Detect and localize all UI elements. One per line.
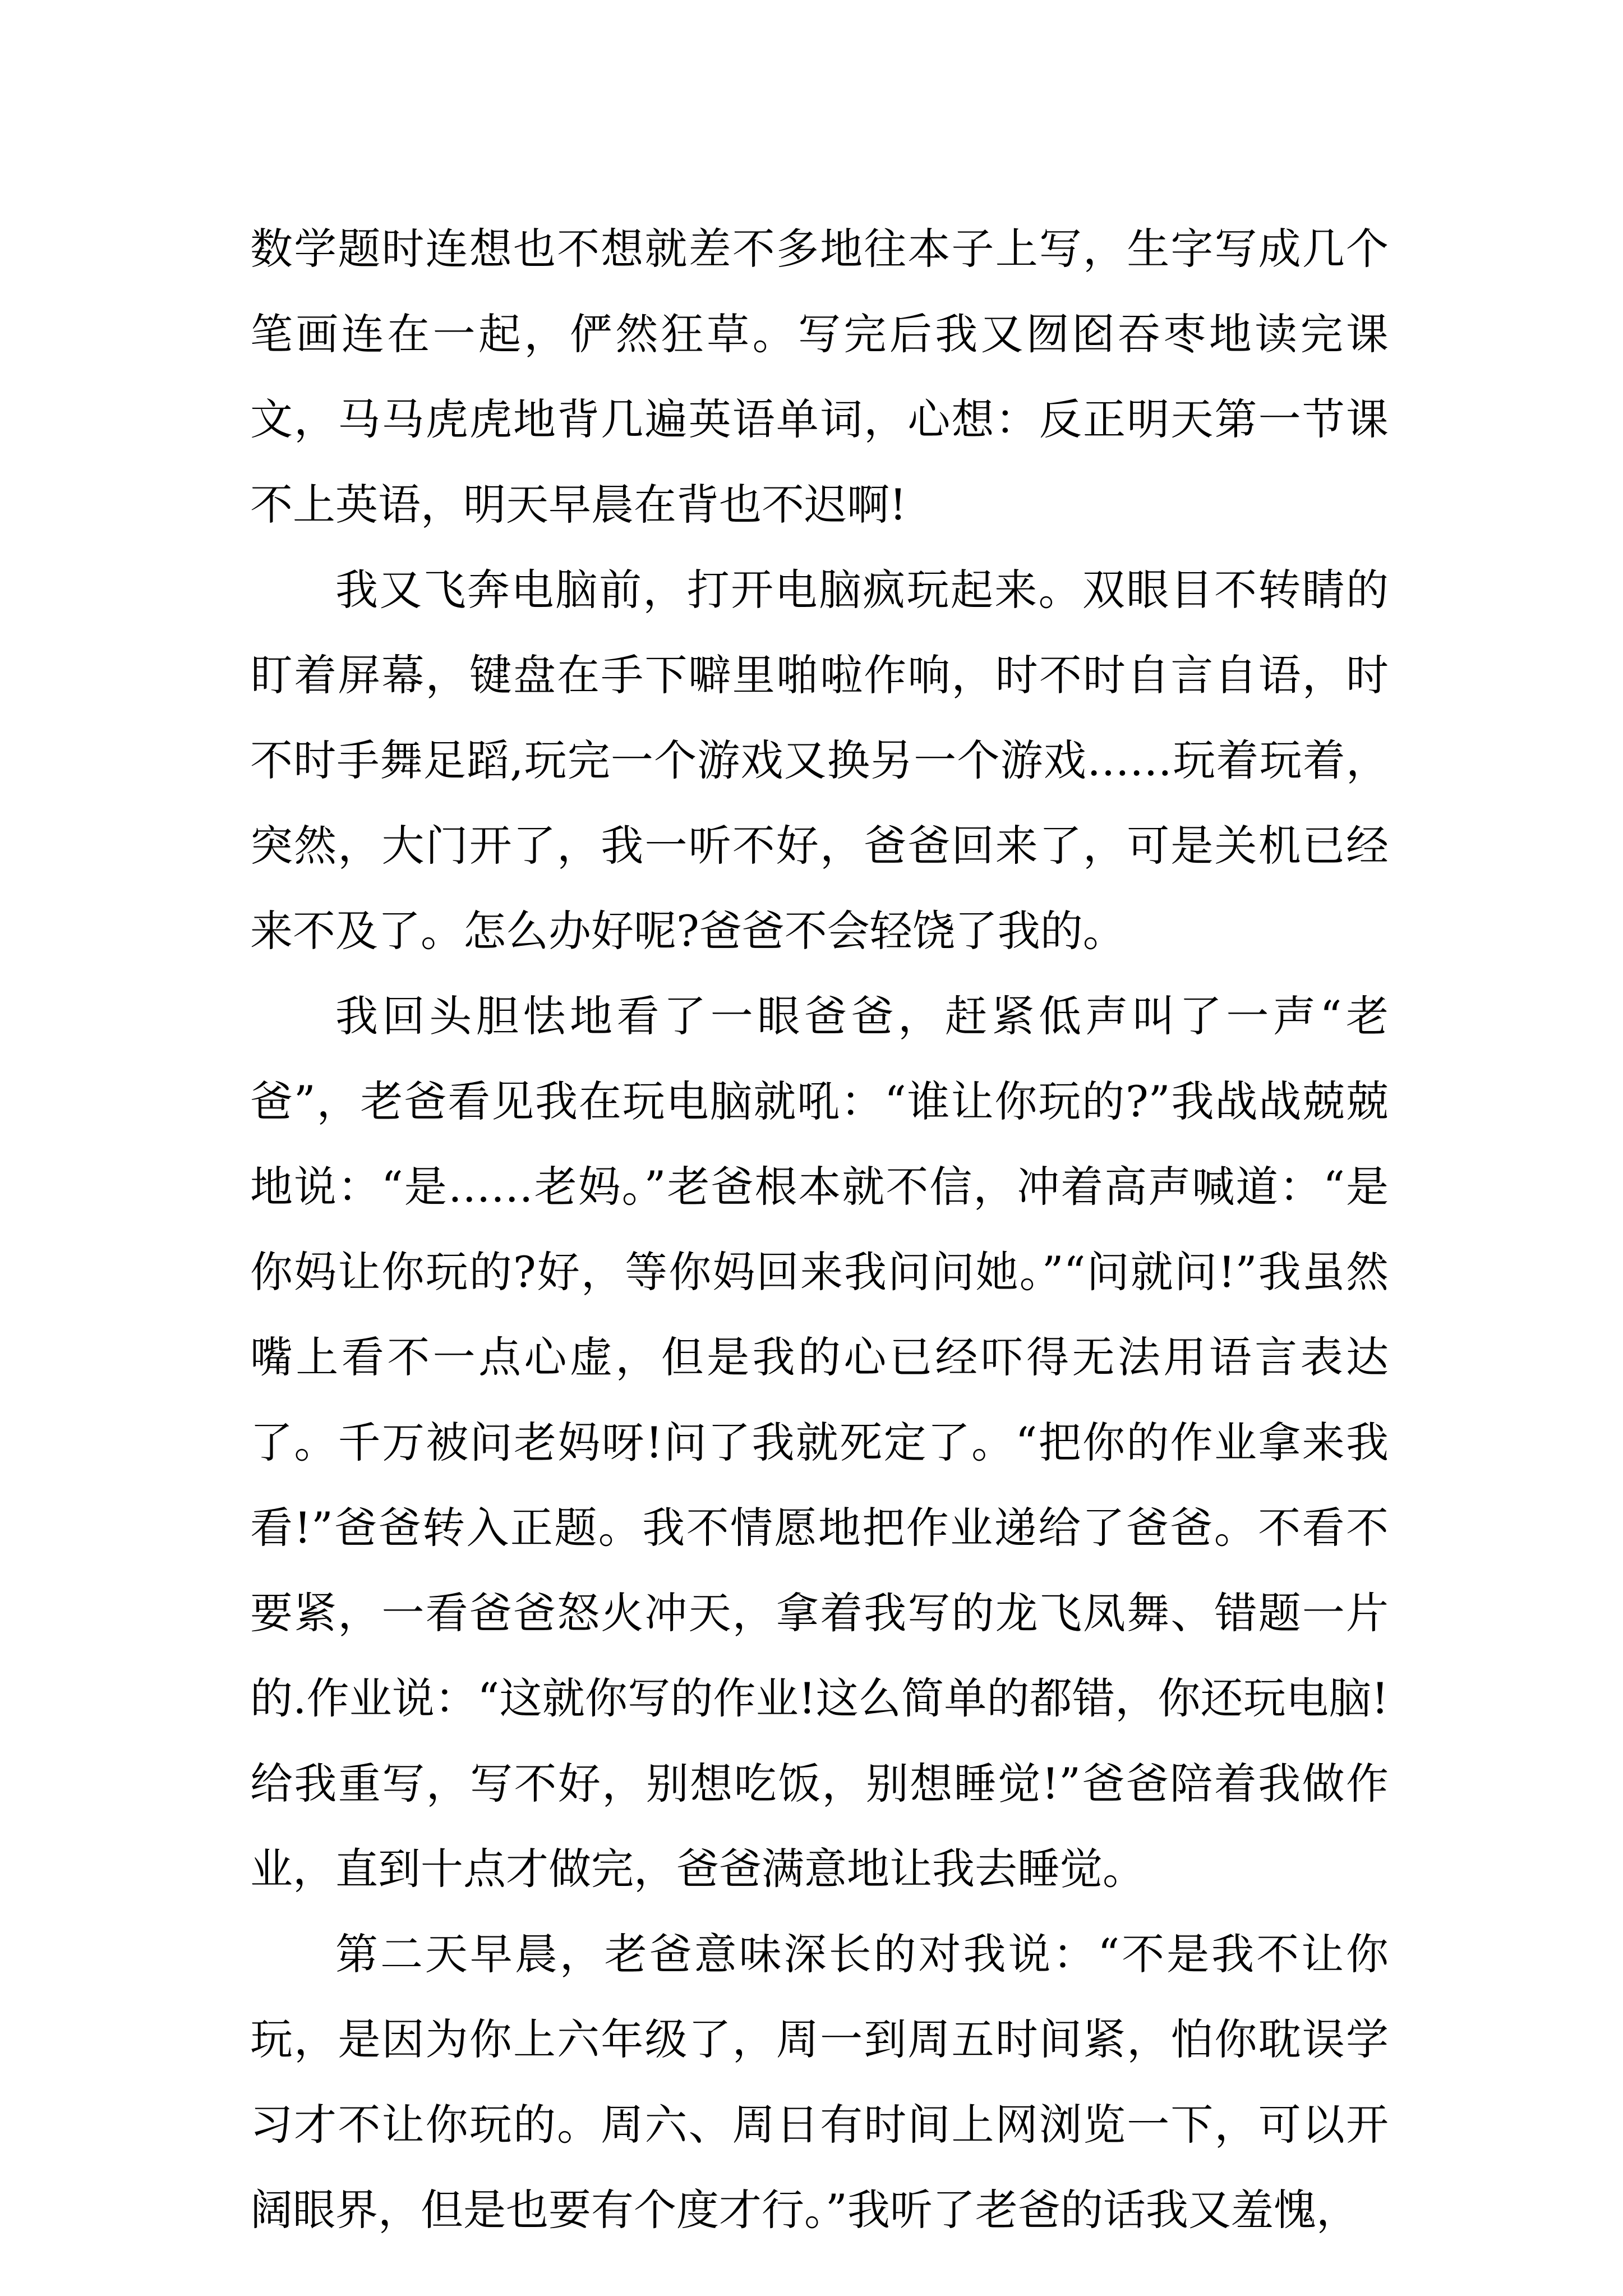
paragraph: 我回头胆怯地看了一眼爸爸，赶紧低声叫了一声“老爸”，老爸看见我在玩电脑就吼：“谁让你玩的?”我战战兢兢地说：“是……老妈。”老爸根本就不信，冲着高声喊道：“是你妈让你玩的?好，等你妈回来我问问她。”“问就问!”我虽然嘴上看不一点心虚，但是我的心已经吓得无法用语言表达了。千万被问老妈呀!问了我就死定了。“把你的作业拿来我看!”爸爸转入正题。我不情愿地把作业递给了爸爸。不看不要紧，一看爸爸怒火冲天，拿着我写的龙飞凤舞、错题一片的.作业说：“这就你写的作业!这么简单的都错，你还玩电脑!给我重写，写不好，别想吃饭，别想睡觉!”爸爸陪着我做作业，直到十点才做完，爸爸满意地让我去睡觉。 bbox=[250, 991, 1389, 1894]
paragraph: 第二天早晨，老爸意味深长的对我说：“不是我不让你玩，是因为你上六年级了，周一到周五时间紧，怕你耽误学习才不让你玩的。周六、周日有时间上网浏览一下，可以开阔眼界，但是也要有个度才行。”我听了老爸的话我又羞愧， bbox=[250, 1929, 1389, 2235]
paragraph-continued: 数学题时连想也不想就差不多地往本子上写，生字写成几个笔画连在一起，俨然狂草。写完后我又囫囵吞枣地读完课文，马马虎虎地背几遍英语单词，心想：反正明天第一节课不上英语，明天早晨在背也不迟啊! bbox=[250, 224, 1389, 530]
paragraph: 我又飞奔电脑前，打开电脑疯玩起来。双眼目不转睛的盯着屏幕，键盘在手下噼里啪啦作响，时不时自言自语，时不时手舞足蹈,玩完一个游戏又换另一个游戏……玩着玩着，突然，大门开了，我一听不好，爸爸回来了，可是关机已经来不及了。怎么办好呢?爸爸不会轻饶了我的。 bbox=[250, 565, 1389, 956]
document-body bbox=[250, 206, 1389, 2253]
